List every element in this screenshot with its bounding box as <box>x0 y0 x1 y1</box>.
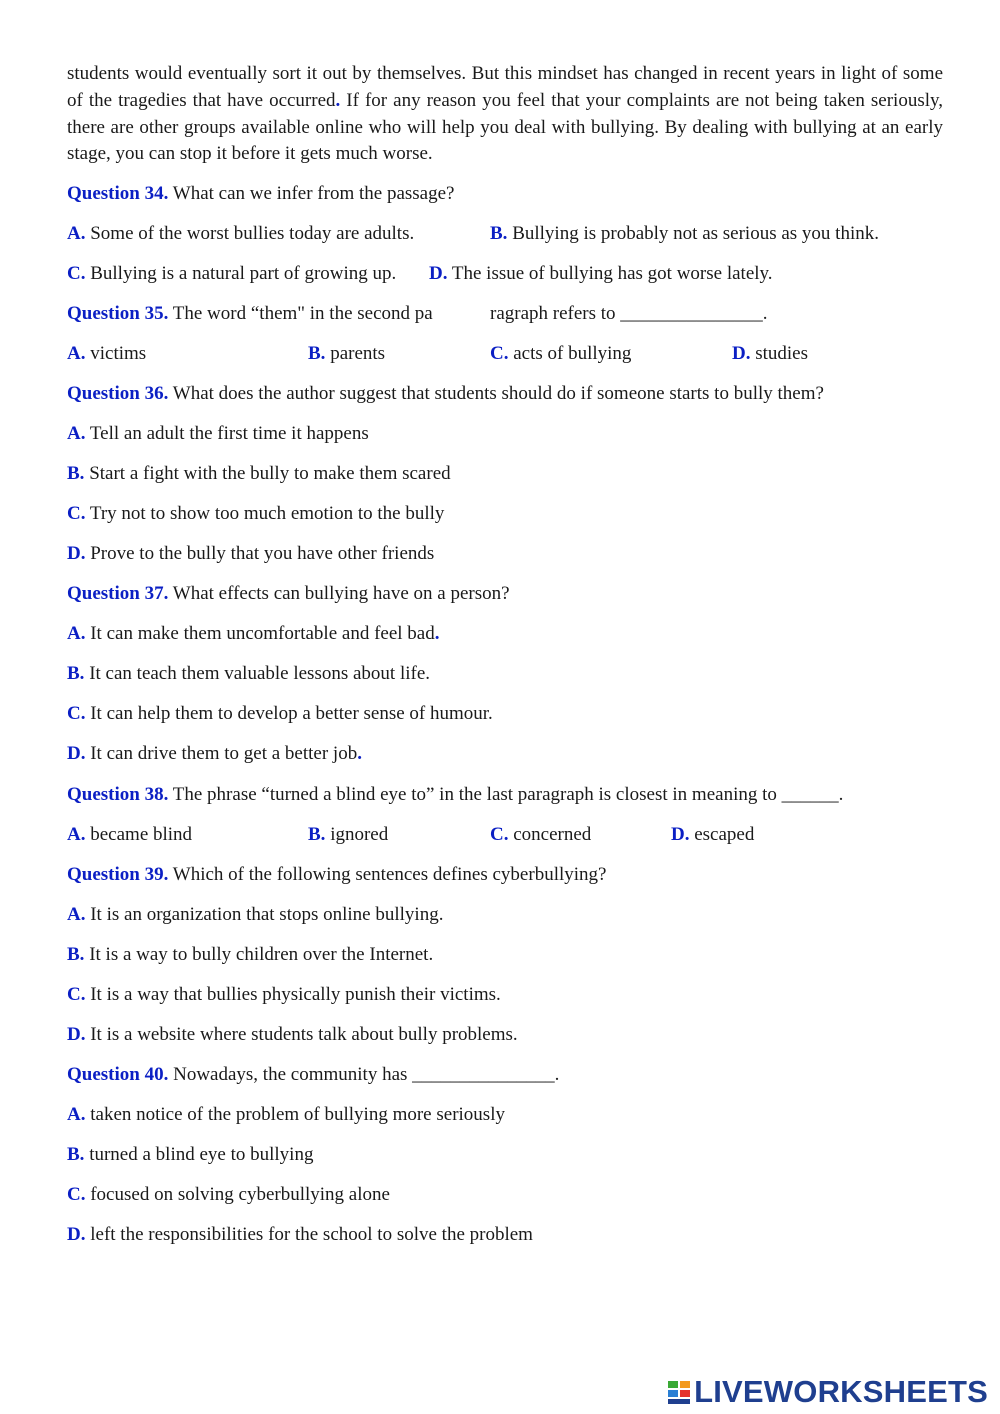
option-a[interactable] <box>67 342 146 366</box>
question-label: Question 37. <box>67 583 169 604</box>
option-c[interactable] <box>67 1183 390 1207</box>
question-35 <box>67 302 433 326</box>
option-text: Start a fight with the bully to make them scared <box>84 463 451 484</box>
option-text: Bullying is a natural part of growing up. <box>85 263 397 284</box>
question-label: Question 38. <box>67 784 169 805</box>
option-text: escaped <box>689 824 755 845</box>
question-34 <box>67 182 454 206</box>
option-text: left the responsibilities for the school to solve the problem <box>85 1224 533 1245</box>
question-text: What effects can bullying have on a person? <box>168 583 510 604</box>
question-36 <box>67 382 824 406</box>
option-c[interactable] <box>490 823 591 847</box>
option-b[interactable] <box>67 943 433 967</box>
option-text: Bullying is probably not as serious as you think. <box>507 223 879 244</box>
option-a[interactable] <box>67 903 443 927</box>
option-letter: C. <box>67 503 86 524</box>
option-text: focused on solving cyberbullying alone <box>85 1184 390 1205</box>
option-b[interactable] <box>67 1143 313 1167</box>
passage-line: seriously, there are other groups available online who will help you deal with bullying. By dealing with <box>67 89 944 138</box>
option-text: Tell an adult the first time it happens <box>85 423 369 444</box>
option-text: It can teach them valuable lessons about life. <box>84 663 431 684</box>
option-letter: B. <box>308 824 326 845</box>
question-38 <box>67 783 843 807</box>
option-letter: D. <box>67 743 86 764</box>
question-label: Question 35. <box>67 303 169 324</box>
option-text: Some of the worst bullies today are adults. <box>85 223 415 244</box>
option-text: parents <box>325 343 386 364</box>
option-letter: D. <box>67 543 86 564</box>
question-label: Question 40. <box>67 1064 169 1085</box>
option-letter: A. <box>67 223 86 244</box>
option-text: The issue of bullying has got worse lately. <box>447 263 773 284</box>
question-text-continued: ragraph refers to _______________. <box>490 303 768 324</box>
liveworksheets-logo[interactable] <box>668 1374 988 1410</box>
option-c[interactable] <box>67 983 501 1007</box>
option-d[interactable] <box>671 823 754 847</box>
option-d[interactable] <box>67 542 434 566</box>
period-mark: . <box>335 89 341 111</box>
option-text: victims <box>85 343 147 364</box>
option-letter: B. <box>67 663 85 684</box>
option-text: It can help them to develop a better sense of humour. <box>85 703 493 724</box>
option-text: turned a blind eye to bullying <box>84 1144 314 1165</box>
option-letter: D. <box>429 263 448 284</box>
option-c[interactable] <box>67 702 493 726</box>
passage-end <box>67 61 943 168</box>
option-letter: C. <box>67 263 86 284</box>
option-b[interactable] <box>67 462 451 486</box>
liveworksheets-mark-icon <box>668 1379 692 1405</box>
question-text: Which of the following sentences defines cyberbullying? <box>168 864 607 885</box>
option-d[interactable] <box>67 1223 533 1247</box>
question-40 <box>67 1063 559 1087</box>
option-letter: A. <box>67 423 86 444</box>
option-a[interactable] <box>67 422 369 446</box>
option-b[interactable] <box>308 342 385 366</box>
question-37 <box>67 582 510 606</box>
option-letter: D. <box>67 1224 86 1245</box>
option-b[interactable] <box>308 823 388 847</box>
option-c[interactable] <box>490 342 631 366</box>
option-letter: D. <box>732 343 751 364</box>
question-text: What can we infer from the passage? <box>168 183 455 204</box>
option-text: taken notice of the problem of bullying more seriously <box>85 1104 505 1125</box>
question-label: Question 36. <box>67 383 169 404</box>
option-letter: C. <box>67 984 86 1005</box>
option-text: ignored <box>325 824 389 845</box>
option-d[interactable] <box>67 1023 518 1047</box>
option-b[interactable] <box>67 662 430 686</box>
option-letter: B. <box>67 1144 85 1165</box>
option-text: Try not to show too much emotion to the bully <box>85 503 445 524</box>
option-d[interactable] <box>429 262 773 286</box>
option-d[interactable] <box>732 342 808 366</box>
option-a[interactable] <box>67 222 414 246</box>
option-letter: B. <box>67 944 85 965</box>
option-text: acts of bullying <box>508 343 632 364</box>
option-text: It is a website where students talk about bully problems. <box>85 1024 518 1045</box>
question-text: Nowadays, the community has _______________. <box>168 1064 560 1085</box>
option-letter: A. <box>67 623 86 644</box>
option-b[interactable] <box>490 222 879 246</box>
option-a[interactable] <box>67 823 192 847</box>
option-letter: A. <box>67 343 86 364</box>
option-c[interactable] <box>67 502 444 526</box>
period-mark: . <box>434 623 440 644</box>
passage-line: If for any reason you feel that your complaints are not being taken <box>340 89 865 111</box>
option-a[interactable] <box>67 1103 505 1127</box>
option-c[interactable] <box>67 262 396 286</box>
option-text: It is a way that bullies physically punish their victims. <box>85 984 501 1005</box>
option-letter: B. <box>67 463 85 484</box>
option-letter: D. <box>67 1024 86 1045</box>
question-label: Question 34. <box>67 183 169 204</box>
option-text: concerned <box>508 824 592 845</box>
passage-line: some of the tragedies that have occurred <box>67 63 943 111</box>
option-letter: C. <box>67 1184 86 1205</box>
option-text: It can drive them to get a better job <box>85 743 358 764</box>
passage-line: students would eventually sort it out by themselves. But this mindset has changed in recent years in light of <box>67 63 898 84</box>
question-text: What does the author suggest that students should do if someone starts to bully them? <box>168 383 824 404</box>
option-d[interactable] <box>67 742 362 766</box>
option-letter: A. <box>67 904 86 925</box>
option-a[interactable] <box>67 622 439 646</box>
option-letter: C. <box>67 703 86 724</box>
question-text: The phrase “turned a blind eye to” in the last paragraph is closest in meaning to ______. <box>168 784 844 805</box>
option-letter: C. <box>490 343 509 364</box>
question-text: The word “them" in the second pa <box>168 303 433 324</box>
option-text: became blind <box>85 824 193 845</box>
question-39 <box>67 863 606 887</box>
option-letter: B. <box>308 343 326 364</box>
option-text: It is an organization that stops online bullying. <box>85 904 444 925</box>
option-text: studies <box>750 343 809 364</box>
option-letter: C. <box>490 824 509 845</box>
option-letter: D. <box>671 824 690 845</box>
option-letter: A. <box>67 824 86 845</box>
option-text: It can make them uncomfortable and feel bad <box>85 623 435 644</box>
option-text: It is a way to bully children over the Internet. <box>84 944 434 965</box>
option-letter: B. <box>490 223 508 244</box>
period-mark: . <box>357 743 362 764</box>
option-letter: A. <box>67 1104 86 1125</box>
passage-line: bullying at an early stage, you can stop it before it gets much worse. <box>67 116 943 165</box>
logo-text: LIVEWORKSHEETS <box>694 1374 988 1409</box>
question-label: Question 39. <box>67 864 169 885</box>
option-text: Prove to the bully that you have other friends <box>85 543 435 564</box>
